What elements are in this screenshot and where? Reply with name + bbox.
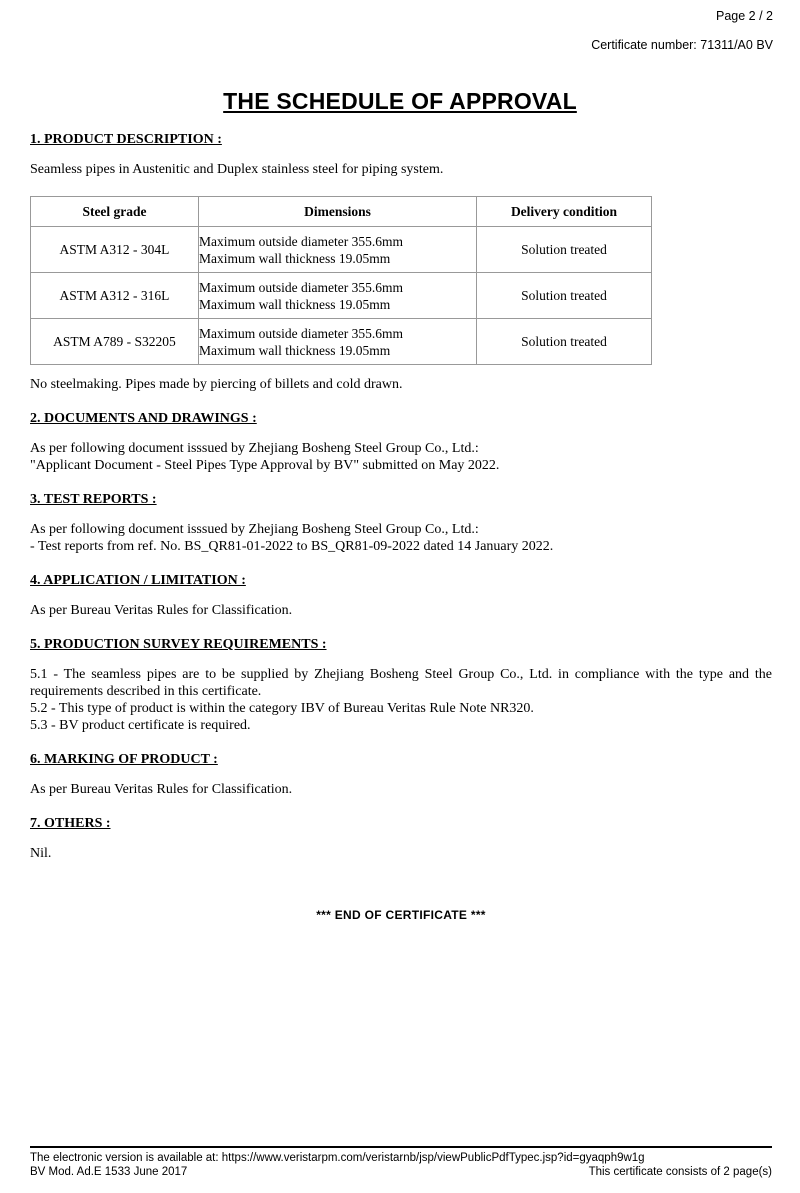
- steel-grade-cell: ASTM A789 - S32205: [31, 319, 199, 365]
- section-7-others: [30, 816, 772, 862]
- section-1-product-description: [30, 132, 772, 178]
- section-4-application-limitation: [30, 573, 772, 619]
- product-table: [30, 196, 652, 365]
- paragraph: As per Bureau Veritas Rules for Classification.: [30, 782, 293, 797]
- footer-url-line: The electronic version is available at: https://www.veristarpm.com/veristarnb/jsp/viewPublicPdfTypec.jsp?id=gyaqph9w1g: [30, 1152, 645, 1164]
- paragraph-line: "Applicant Document - Steel Pipes Type Approval by BV" submitted on May 2022.: [30, 458, 500, 473]
- document-body: [0, 132, 800, 923]
- paragraph-line: As per following document isssued by Zhejiang Bosheng Steel Group Co., Ltd.:: [30, 522, 479, 537]
- section-heading: 5. PRODUCTION SURVEY REQUIREMENTS :: [30, 637, 327, 652]
- dimension-line: Maximum outside diameter 355.6mm: [199, 279, 403, 295]
- steel-grade-header: Steel grade: [31, 197, 199, 227]
- footer-page-count: This certificate consists of 2 page(s): [588, 1165, 772, 1178]
- dimension-line: Maximum wall thickness 19.05mm: [199, 342, 391, 358]
- paragraph: As per Bureau Veritas Rules for Classification.: [30, 603, 293, 618]
- paragraph: [30, 666, 772, 734]
- table-header-row: [31, 197, 652, 227]
- dimension-line: Maximum wall thickness 19.05mm: [199, 250, 391, 266]
- section-6-marking-of-product: [30, 752, 772, 798]
- dimension-line: Maximum outside diameter 355.6mm: [199, 233, 403, 249]
- paragraph-line: 5.1 - The seamless pipes are to be supplied by Zhejiang Bosheng Steel Group Co., Ltd. in compliance with the type and the requirements described in this certificate.: [30, 667, 772, 699]
- document-title: THE SCHEDULE OF APPROVAL: [223, 88, 577, 114]
- table-note: No steelmaking. Pipes made by piercing of billets and cold drawn.: [30, 377, 403, 392]
- steel-grade-cell: ASTM A312 - 316L: [31, 273, 199, 319]
- dimension-line: Maximum wall thickness 19.05mm: [199, 296, 391, 312]
- dimensions-header: Dimensions: [199, 197, 477, 227]
- section-2-documents-and-drawings: [30, 411, 772, 474]
- dimension-line: Maximum outside diameter 355.6mm: [199, 325, 403, 341]
- paragraph: [30, 521, 772, 555]
- section-heading: 4. APPLICATION / LIMITATION :: [30, 573, 246, 588]
- paragraph-line: 5.3 - BV product certificate is required.: [30, 718, 251, 733]
- delivery-condition-header: Delivery condition: [477, 197, 652, 227]
- page-footer: [30, 1146, 772, 1179]
- section-heading: 1. PRODUCT DESCRIPTION :: [30, 132, 222, 147]
- dimensions-cell: [199, 319, 477, 365]
- paragraph-line: - Test reports from ref. No. BS_QR81-01-2022 to BS_QR81-09-2022 dated 14 January 2022.: [30, 539, 554, 554]
- paragraph-line: 5.2 - This type of product is within the category IBV of Bureau Veritas Rule Note NR320.: [30, 701, 534, 716]
- dimensions-cell: [199, 227, 477, 273]
- section-heading: 3. TEST REPORTS :: [30, 492, 157, 507]
- footer-second-line: [30, 1166, 772, 1180]
- end-of-certificate-marker: *** END OF CERTIFICATE ***: [316, 908, 486, 922]
- table-row: [31, 227, 652, 273]
- page-number: Page 2 / 2: [716, 9, 773, 23]
- paragraph: Nil.: [30, 846, 52, 861]
- section-heading: 6. MARKING OF PRODUCT :: [30, 752, 218, 767]
- paragraph: [30, 440, 772, 474]
- paragraph: Seamless pipes in Austenitic and Duplex stainless steel for piping system.: [30, 162, 444, 177]
- steel-grade-cell: ASTM A312 - 304L: [31, 227, 199, 273]
- table-row: [31, 319, 652, 365]
- section-5-production-survey-requirements: [30, 637, 772, 734]
- delivery-condition-cell: Solution treated: [477, 319, 652, 365]
- page-header-meta: [0, 0, 800, 52]
- section-heading: 7. OTHERS :: [30, 816, 111, 831]
- delivery-condition-cell: Solution treated: [477, 273, 652, 319]
- section-heading: 2. DOCUMENTS AND DRAWINGS :: [30, 411, 257, 426]
- footer-form-reference: BV Mod. Ad.E 1533 June 2017: [30, 1165, 188, 1178]
- dimensions-cell: [199, 273, 477, 319]
- delivery-condition-cell: Solution treated: [477, 227, 652, 273]
- section-3-test-reports: [30, 492, 772, 555]
- table-row: [31, 273, 652, 319]
- certificate-number: Certificate number: 71311/A0 BV: [591, 38, 773, 52]
- paragraph-line: As per following document isssued by Zhejiang Bosheng Steel Group Co., Ltd.:: [30, 441, 479, 456]
